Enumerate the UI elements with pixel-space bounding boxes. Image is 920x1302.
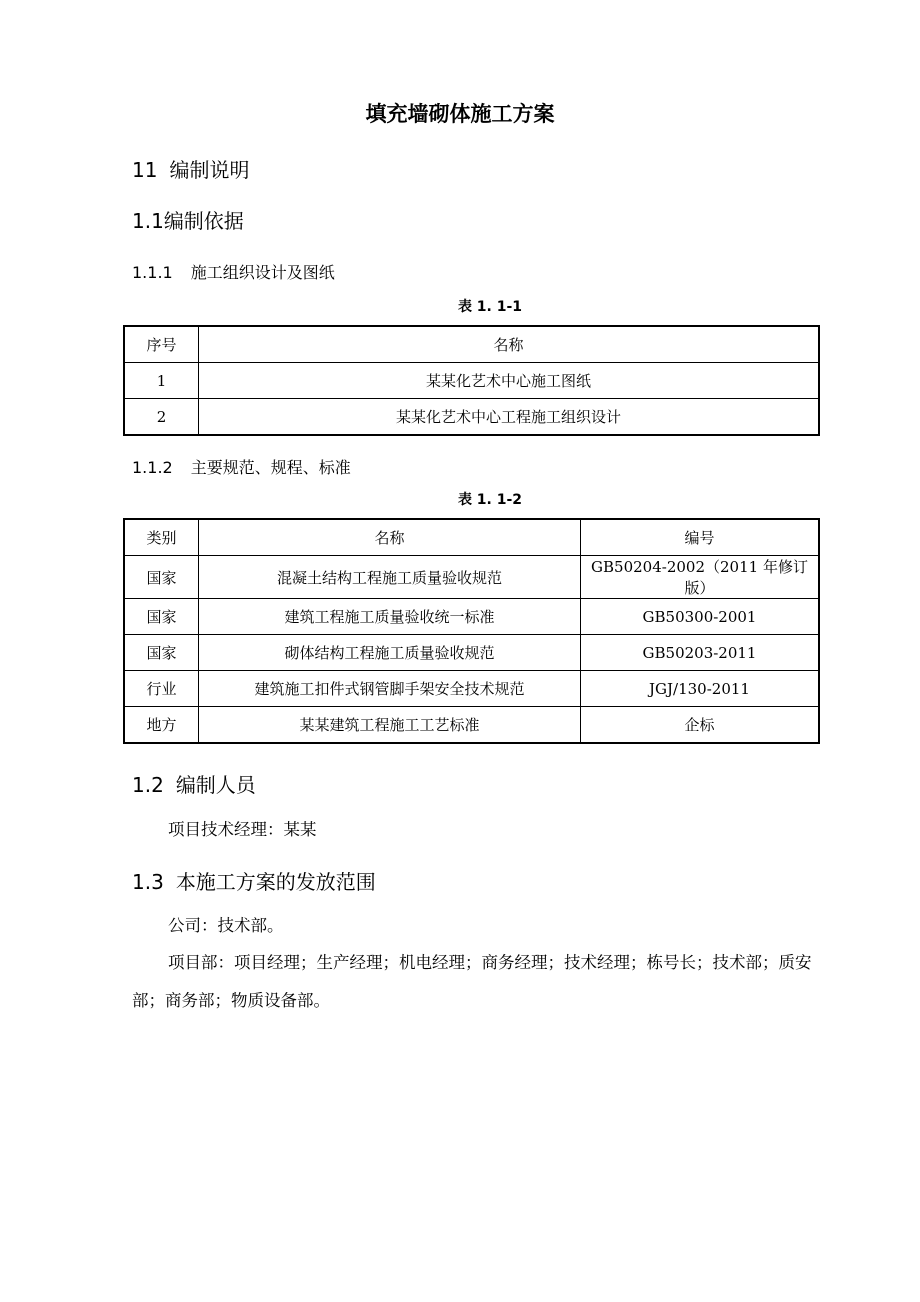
header-cell: 编号 xyxy=(581,519,820,556)
table-cell: 建筑工程施工质量验收统一标准 xyxy=(199,599,581,635)
section-1-2-heading xyxy=(132,769,256,798)
table-2-caption: 表 1. 1-2 xyxy=(457,492,523,508)
table-cell: 国家 xyxy=(124,599,199,635)
table-cell: 企标 xyxy=(581,707,820,744)
table-cell: GB50204-2002（2011 年修订版） xyxy=(581,556,820,599)
header-cell: 名称 xyxy=(199,519,581,556)
table-cell: GB50203-2011 xyxy=(581,635,820,671)
standards-table xyxy=(123,518,820,744)
section-number: 1.1.1 xyxy=(132,263,173,282)
table-header-row xyxy=(124,519,819,556)
company-distribution-paragraph: 公司：技术部。 xyxy=(168,916,284,935)
section-1-1-heading xyxy=(132,205,244,234)
staff-paragraph: 项目技术经理：某某 xyxy=(168,820,317,839)
document-title: 填充墙砌体施工方案 xyxy=(365,102,555,126)
section-title: 编制人员 xyxy=(175,773,256,797)
section-title: 本施工方案的发放范围 xyxy=(175,870,376,894)
header-cell: 类别 xyxy=(124,519,199,556)
project-distribution-paragraph: 项目部：项目经理；生产经理；机电经理；商务经理；技术经理；栋号长；技术部；质安部；商务部；物质设备部。 xyxy=(132,953,812,1010)
table-cell: 2 xyxy=(124,399,199,436)
section-1-3-heading xyxy=(132,866,376,895)
table-cell: 某某建筑工程施工工艺标准 xyxy=(199,707,581,744)
table-cell: JGJ/130-2011 xyxy=(581,671,820,707)
table-row xyxy=(124,599,819,635)
section-number: 11 xyxy=(132,158,158,182)
section-1-1-2-heading xyxy=(132,455,351,478)
header-cell: 名称 xyxy=(199,326,820,363)
table-cell: 地方 xyxy=(124,707,199,744)
table-row xyxy=(124,635,819,671)
table-cell: 某某化艺术中心施工图纸 xyxy=(199,363,820,399)
table-row xyxy=(124,556,819,599)
table-cell: 国家 xyxy=(124,556,199,599)
section-number: 1.3 xyxy=(132,870,164,894)
table-cell: 砌体结构工程施工质量验收规范 xyxy=(199,635,581,671)
table-row xyxy=(124,671,819,707)
section-number: 1.2 xyxy=(132,773,164,797)
table-row xyxy=(124,707,819,744)
header-cell: 序号 xyxy=(124,326,199,363)
table-cell: 国家 xyxy=(124,635,199,671)
section-title: 主要规范、规程、标准 xyxy=(190,458,351,477)
table-row xyxy=(124,399,819,436)
table-cell: 1 xyxy=(124,363,199,399)
section-title: 编制说明 xyxy=(169,158,250,182)
table-cell: 某某化艺术中心工程施工组织设计 xyxy=(199,399,820,436)
table-cell: 行业 xyxy=(124,671,199,707)
section-number: 1.1.2 xyxy=(132,458,173,477)
table-row xyxy=(124,363,819,399)
section-title: 编制依据 xyxy=(163,209,244,233)
section-1-heading xyxy=(132,154,249,183)
table-cell: GB50300-2001 xyxy=(581,599,820,635)
section-1-1-1-heading xyxy=(132,260,335,283)
table-1-caption: 表 1. 1-1 xyxy=(457,299,523,315)
section-number: 1.1 xyxy=(132,209,164,233)
section-title: 施工组织设计及图纸 xyxy=(190,263,335,282)
table-header-row xyxy=(124,326,819,363)
table-cell: 混凝土结构工程施工质量验收规范 xyxy=(199,556,581,599)
table-cell: 建筑施工扣件式钢管脚手架安全技术规范 xyxy=(199,671,581,707)
drawings-table xyxy=(123,325,820,436)
